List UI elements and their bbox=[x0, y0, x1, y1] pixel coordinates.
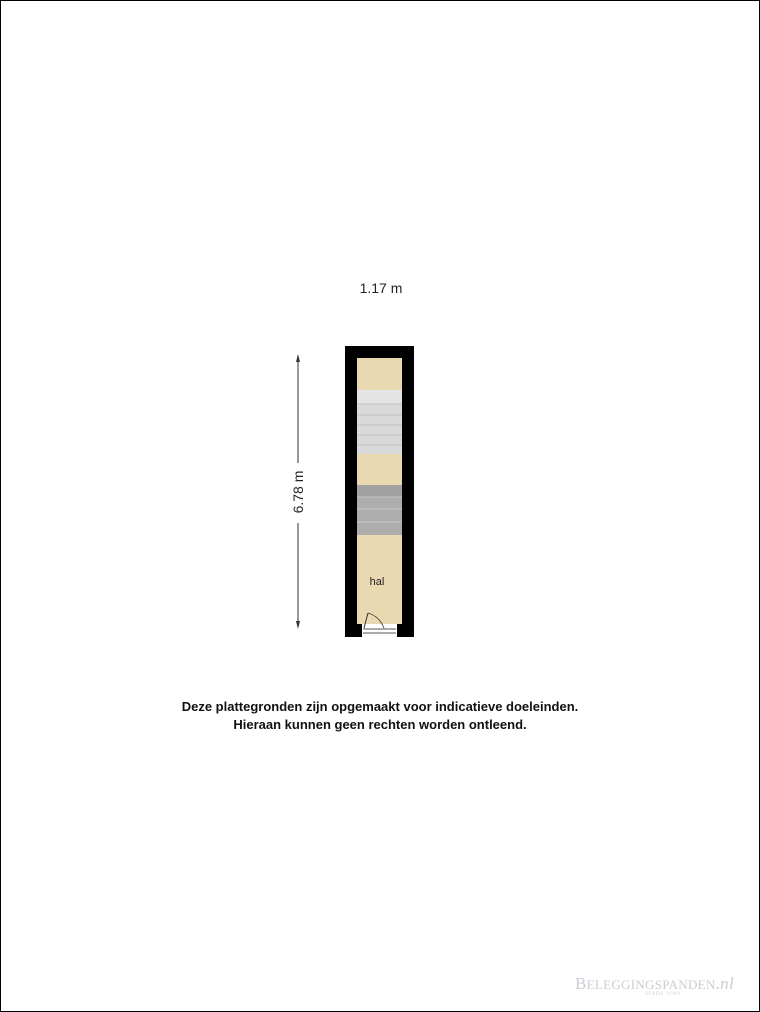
floorplan-drawing bbox=[1, 1, 760, 1012]
height-dimension-label: 6.78 m bbox=[290, 470, 306, 514]
disclaimer-line-2: Hieraan kunnen geen rechten worden ontleend. bbox=[233, 717, 527, 732]
watermark-logo: BELEGGINGSPANDEN.nl SINDS 1999 bbox=[575, 974, 734, 997]
width-dimension-label: 1.17 m bbox=[359, 280, 403, 296]
disclaimer-line-1: Deze plattegronden zijn opgemaakt voor indicatieve doeleinden. bbox=[181, 699, 579, 714]
staircase-upper bbox=[357, 390, 402, 454]
room-label-hal: hal bbox=[369, 576, 385, 588]
staircase-lower bbox=[357, 485, 402, 535]
